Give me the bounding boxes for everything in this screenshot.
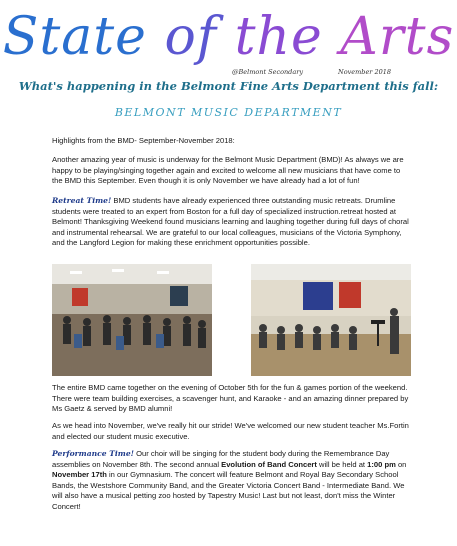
perf-text-3: on [395, 459, 407, 469]
highlights-heading: Highlights from the BMD- September-November 2018: [52, 136, 235, 145]
perf-text-4: in our Gymnasium. The concert will feature Belmont and Royal Bay Secondary School Bands, the Westshore Community Band, and the Greater Victoria Concert Band - Intermediate Band. We will also have a musical petting zoo hosted by Tapestry Music! Last but not least, don't miss the Winter Concert! [52, 470, 405, 511]
banner-word-1: State [2, 7, 147, 67]
concert-date: November 17th [52, 470, 107, 480]
retreat-lead: Retreat Time! [52, 196, 112, 205]
concert-time: 1:00 pm [367, 459, 396, 469]
retreat-paragraph [52, 196, 412, 249]
retreat-photo-choir [251, 264, 411, 376]
banner-word-2: of [146, 7, 235, 67]
november-paragraph: As we head into November, we've really hit our stride! We've welcomed our new student teacher Ms.Fortin and elected our student music executive. [52, 421, 409, 441]
retreat-text: BMD students have already experienced three outstanding music retreats. Drumline students were treated to an expert from Boston for a full day of specialized instruction.retreat hosted at Belmont! Thanksgiving Weekend found musicians learning and laughing together during full days of choral and instrumental rehearsal. We are grateful to our local colleagues, musicians of the Victoria Symphony, and the Langford Legion for making these enrichment opportunities possible. [52, 196, 409, 248]
banner-word-3: the [234, 7, 323, 67]
performance-lead: Performance Time! [52, 449, 134, 458]
concert-name: Evolution of Band Concert [221, 459, 317, 469]
performance-paragraph [52, 449, 412, 513]
banner-word-4: Arts [322, 7, 455, 67]
choir-photo-image [251, 264, 411, 376]
games-paragraph: The entire BMD came together on the evening of October 5th for the fun & games portion of the weekend. There were team building exercises, a scavenger hunt, and Karaoke - and an amazing dinner prepared by Ms Gaetz & served by BMD alumni! [52, 383, 409, 414]
newsletter-subtitle: What's happening in the Belmont Fine Arts Department this fall: [18, 79, 439, 93]
department-heading: BELMONT MUSIC DEPARTMENT [114, 106, 343, 119]
perf-text-2: will be held at [316, 459, 368, 469]
school-name: @Belmont Secondary [232, 68, 303, 76]
perf-text-1: Our choir will be singing for the student body during the Remembrance Day assemblies on November 8th. The second annual [52, 449, 390, 469]
intro-paragraph: Another amazing year of music is underway for the Belmont Music Department (BMD)! As always we are happy to be playing/singing together again and excited to welcome all new musicians that have come to the BMD this September. Even though it is only November we have already had a lot of fun! [52, 155, 404, 186]
rehearsal-photo-image [52, 264, 212, 376]
newsletter-banner [0, 4, 457, 70]
retreat-photo-rehearsal [52, 264, 212, 376]
issue-date: November 2018 [338, 68, 392, 76]
